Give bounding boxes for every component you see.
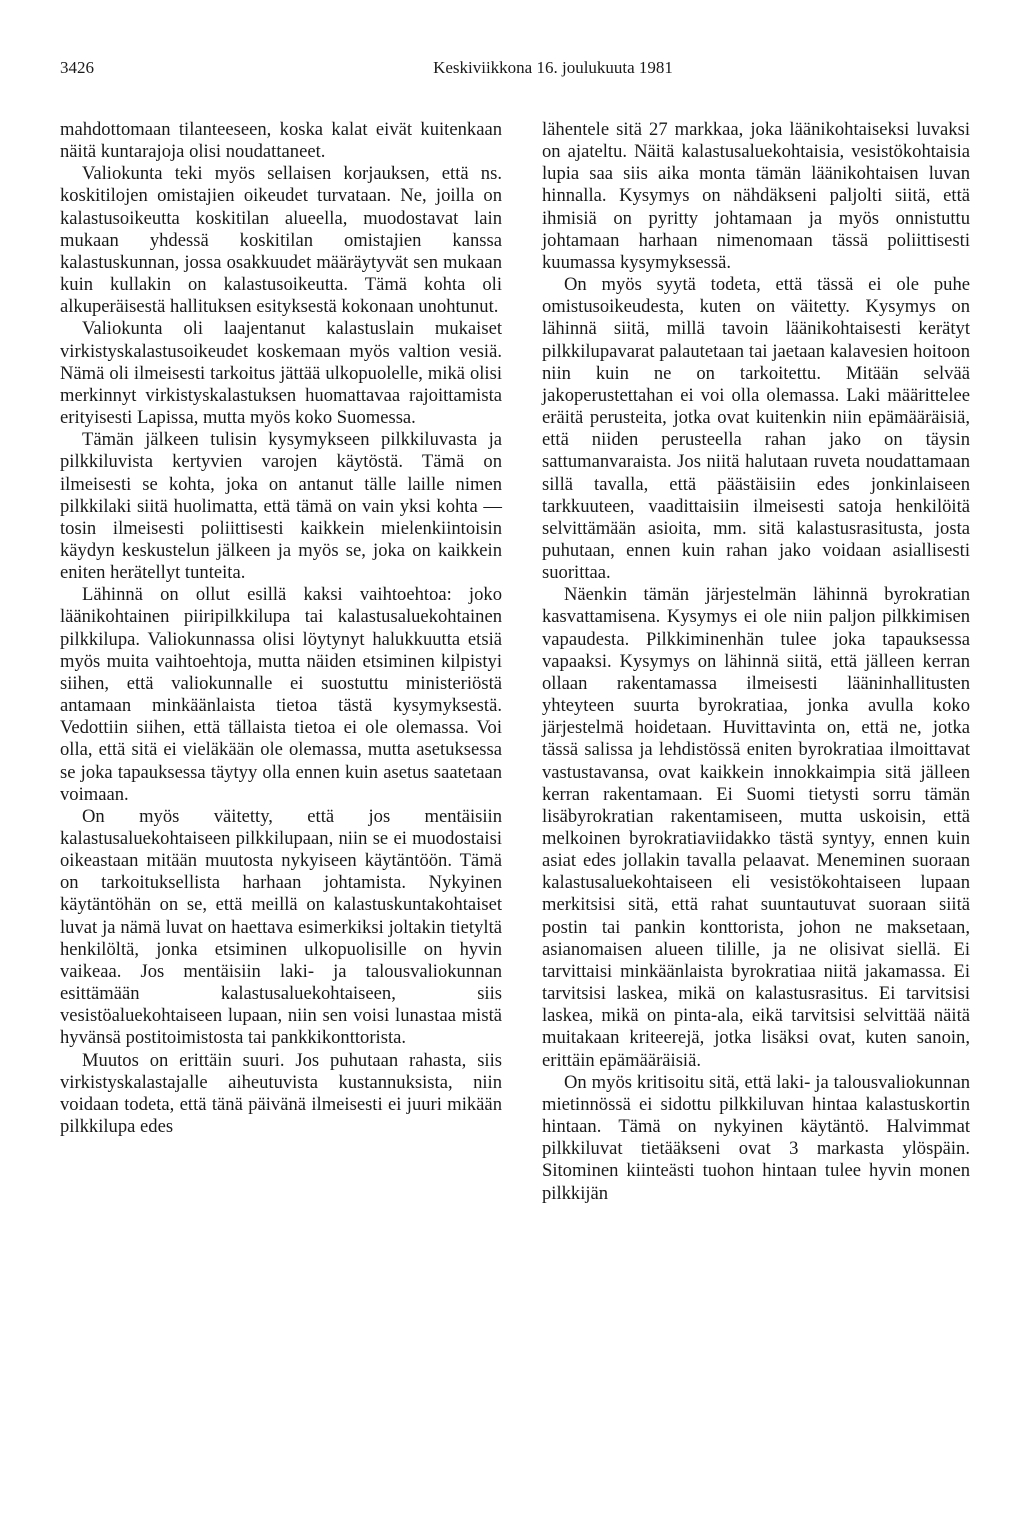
paragraph: Valiokunta oli laajentanut kalastuslain mukaiset virkistyskalastusoikeudet koskemaan myös valtion vesiä. Nämä oli ilmeisesti tarkoitus jättää ulkopuolelle, mikä olisi merkinnyt virkistyskalastuksen huomattavaa rajoittamista erityisesti Lapissa, mutta myös koko Suomessa.	[60, 318, 502, 429]
paragraph: Muutos on erittäin suuri. Jos puhutaan rahasta, siis virkistyskalastajalle aiheutuvista kustannuksista, niin voidaan todeta, että tänä päivänä ilmeisesti ei juuri mikään pilkkilupa edes	[60, 1049, 502, 1138]
paragraph: Valiokunta teki myös sellaisen korjauksen, että ns. koskitilojen omistajien oikeudet turvataan. Ne, joilla on kalastusoikeutta koskitilan alueella, muodostavat lain mukaan yhdessä koskitilan omistajien kanssa kalastuskunnan, jossa osakkuudet määräytyvät sen mukaan kuin kullakin on kalastusoikeutta. Tämä kohta oli alkuperäisestä hallituksen esityksestä kokonaan unohtunut.	[60, 163, 502, 318]
paragraph: On myös kritisoitu sitä, että laki- ja talousvaliokunnan mietinnössä ei sidottu pilkkiluvan hintaa kalastuskortin hintaan. Tämä on nykyinen käytäntö. Halvimmat pilkkiluvat tietääkseni ovat 3 markasta ylöspäin. Sitominen kiinteästi tuohon hintaan tulee hyvin monen pilkkijän	[542, 1071, 970, 1204]
paragraph: mahdottomaan tilanteeseen, koska kalat eivät kuitenkaan näitä kuntarajoja olisi noudattaneet.	[60, 119, 502, 163]
running-title: Keskiviikkona 16. joulukuuta 1981	[433, 58, 673, 77]
left-column	[60, 119, 502, 1138]
paragraph: On myös syytä todeta, että tässä ei ole puhe omistusoikeudesta, kuten on väitetty. Kysymys on lähinnä siitä, millä tavoin läänikohtaisesti kerätyt pilkkilupavarat palautetaan tai jaetaan kalavesien hoitoon niin kuin ne on tarkoitettu. Mitään selvää jakoperustettahan ei voi olla olemassa. Laki määrittelee eräitä perusteita, jotka ovat kuitenkin niin epämääräisiä, että niiden perusteella rahan jako on täysin sattumanvaraista. Jos niitä halutaan ruveta noudattamaan sillä tavalla, että päästäisiin edes jonkinlaiseen tarkkuuteen, vaadittaisiin ilmeisesti satoja henkilöitä selvittämään asioita, mm. sitä kalastusrasitusta, josta puhutaan, ennen kuin rahan jako voidaan asiallisesti suorittaa.	[542, 274, 970, 584]
paragraph: lähentele sitä 27 markkaa, joka läänikohtaiseksi luvaksi on ajateltu. Näitä kalastusaluekohtaisia, vesistökohtaisia lupia saa siis aika monta tämän läänikohtaisen luvan hinnalla. Kysymys on nähdäkseni paljolti siitä, että ihmisiä on pyritty johtamaan ja myös onnistuttu johtamaan harhaan nimenomaan tässä poliittisesti kuumassa kysymyksessä.	[542, 119, 970, 273]
paragraph: Näenkin tämän järjestelmän lähinnä byrokratian kasvattamisena. Kysymys ei ole niin paljon pilkkimisen vapaudesta. Pilkkiminenhän tulee joka tapauksessa vapaaksi. Kysymys on lähinnä siitä, että jälleen kerran ollaan rakentamassa ilmeisesti lääninhallitusten yhteyteen suurta byrokratiaa, jonka avulla koko järjestelmä hoidetaan. Huvittavinta on, että ne, jotka tässä salissa ja lehdistössä eniten byrokratiaa ilmoittavat vastustavansa, ovat kaikkein innokkaimpia sitä jälleen kerran rakentamaan. Ei Suomi tietysti sorru tämän lisäbyrokratian rakentamiseen, mutta uskoisin, että melkoinen byrokratiaviidakko tästä syntyy, ennen kuin asiat edes jollakin tavalla pelaavat. Meneminen suoraan kalastusaluekohtaiseen eli vesistökohtaiseen lupaan merkitsisi sitä, että rahat suuntautuvat suoraan siitä postin tai pankin konttorista, johon ne maksetaan, asianomaisen alueen tilille, ja ne olisivat siellä. Ei tarvittaisi minkäänlaista byrokratiaa niitä jakamassa. Ei tarvitsisi laskea, mikä on kalastusrasitus. Ei tarvitsisi laskea, mikä on pinta-ala, eikä tarvitsisi selvittää näitä muitakaan kriteerejä, jotka lisäksi ovat, kuten sanoin, erittäin epämääräisiä.	[542, 584, 970, 1071]
page-number: 3426	[60, 58, 94, 77]
right-column	[542, 119, 970, 1205]
paragraph: Tämän jälkeen tulisin kysymykseen pilkkiluvasta ja pilkkiluvista kertyvien varojen käytöstä. Tämä on ilmeisesti se kohta, joka on antanut tälle laille nimen pilkkilaki siitä huolimatta, että tämä on vain yksi kohta — tosin ilmeisesti poliittisesti kaikkein mielenkiintoisin käydyn keskustelun jälkeen ja myös se, joka on kaikkein eniten herätellyt tunteita.	[60, 429, 502, 584]
page-header	[60, 58, 966, 82]
paragraph: On myös väitetty, että jos mentäisiin kalastusaluekohtaiseen pilkkilupaan, niin se ei muodostaisi oikeastaan mitään muutosta nykyiseen käytäntöön. Tämä on tarkoituksellista harhaan johtamista. Nykyinen käytäntöhän on se, että meillä on kalastuskuntakohtaiset luvat ja nämä luvat on haettava esimerkiksi joltakin tietyltä henkilöltä, jonka etsiminen ulkopuolisille on hyvin vaikeaa. Jos mentäisiin laki- ja talousvaliokunnan esittämään kalastusaluekohtaiseen, siis vesistöaluekohtaiseen lupaan, niin sen voisi lunastaa mistä hyvänsä postitoimistosta tai pankkikonttorista.	[60, 805, 502, 1049]
paragraph: Lähinnä on ollut esillä kaksi vaihtoehtoa: joko läänikohtainen piiripilkkilupa tai kalastusaluekohtainen pilkkilupa. Valiokunnassa olisi löytynyt halukkuutta etsiä myös muita vaihtoehtoja, mutta näiden etsiminen kilpistyi siihen, että valiokunnalle ei suostuttu ministeriöstä antamaan minkäänlaista tietoa tästä kysymyksestä. Vedottiin siihen, että tällaista tietoa ei ole olemassa. Voi olla, että sitä ei vieläkään ole olemassa, mutta asetuksessa se joka tapauksessa täytyy olla ennen kuin asetus saatetaan voimaan.	[60, 584, 502, 805]
